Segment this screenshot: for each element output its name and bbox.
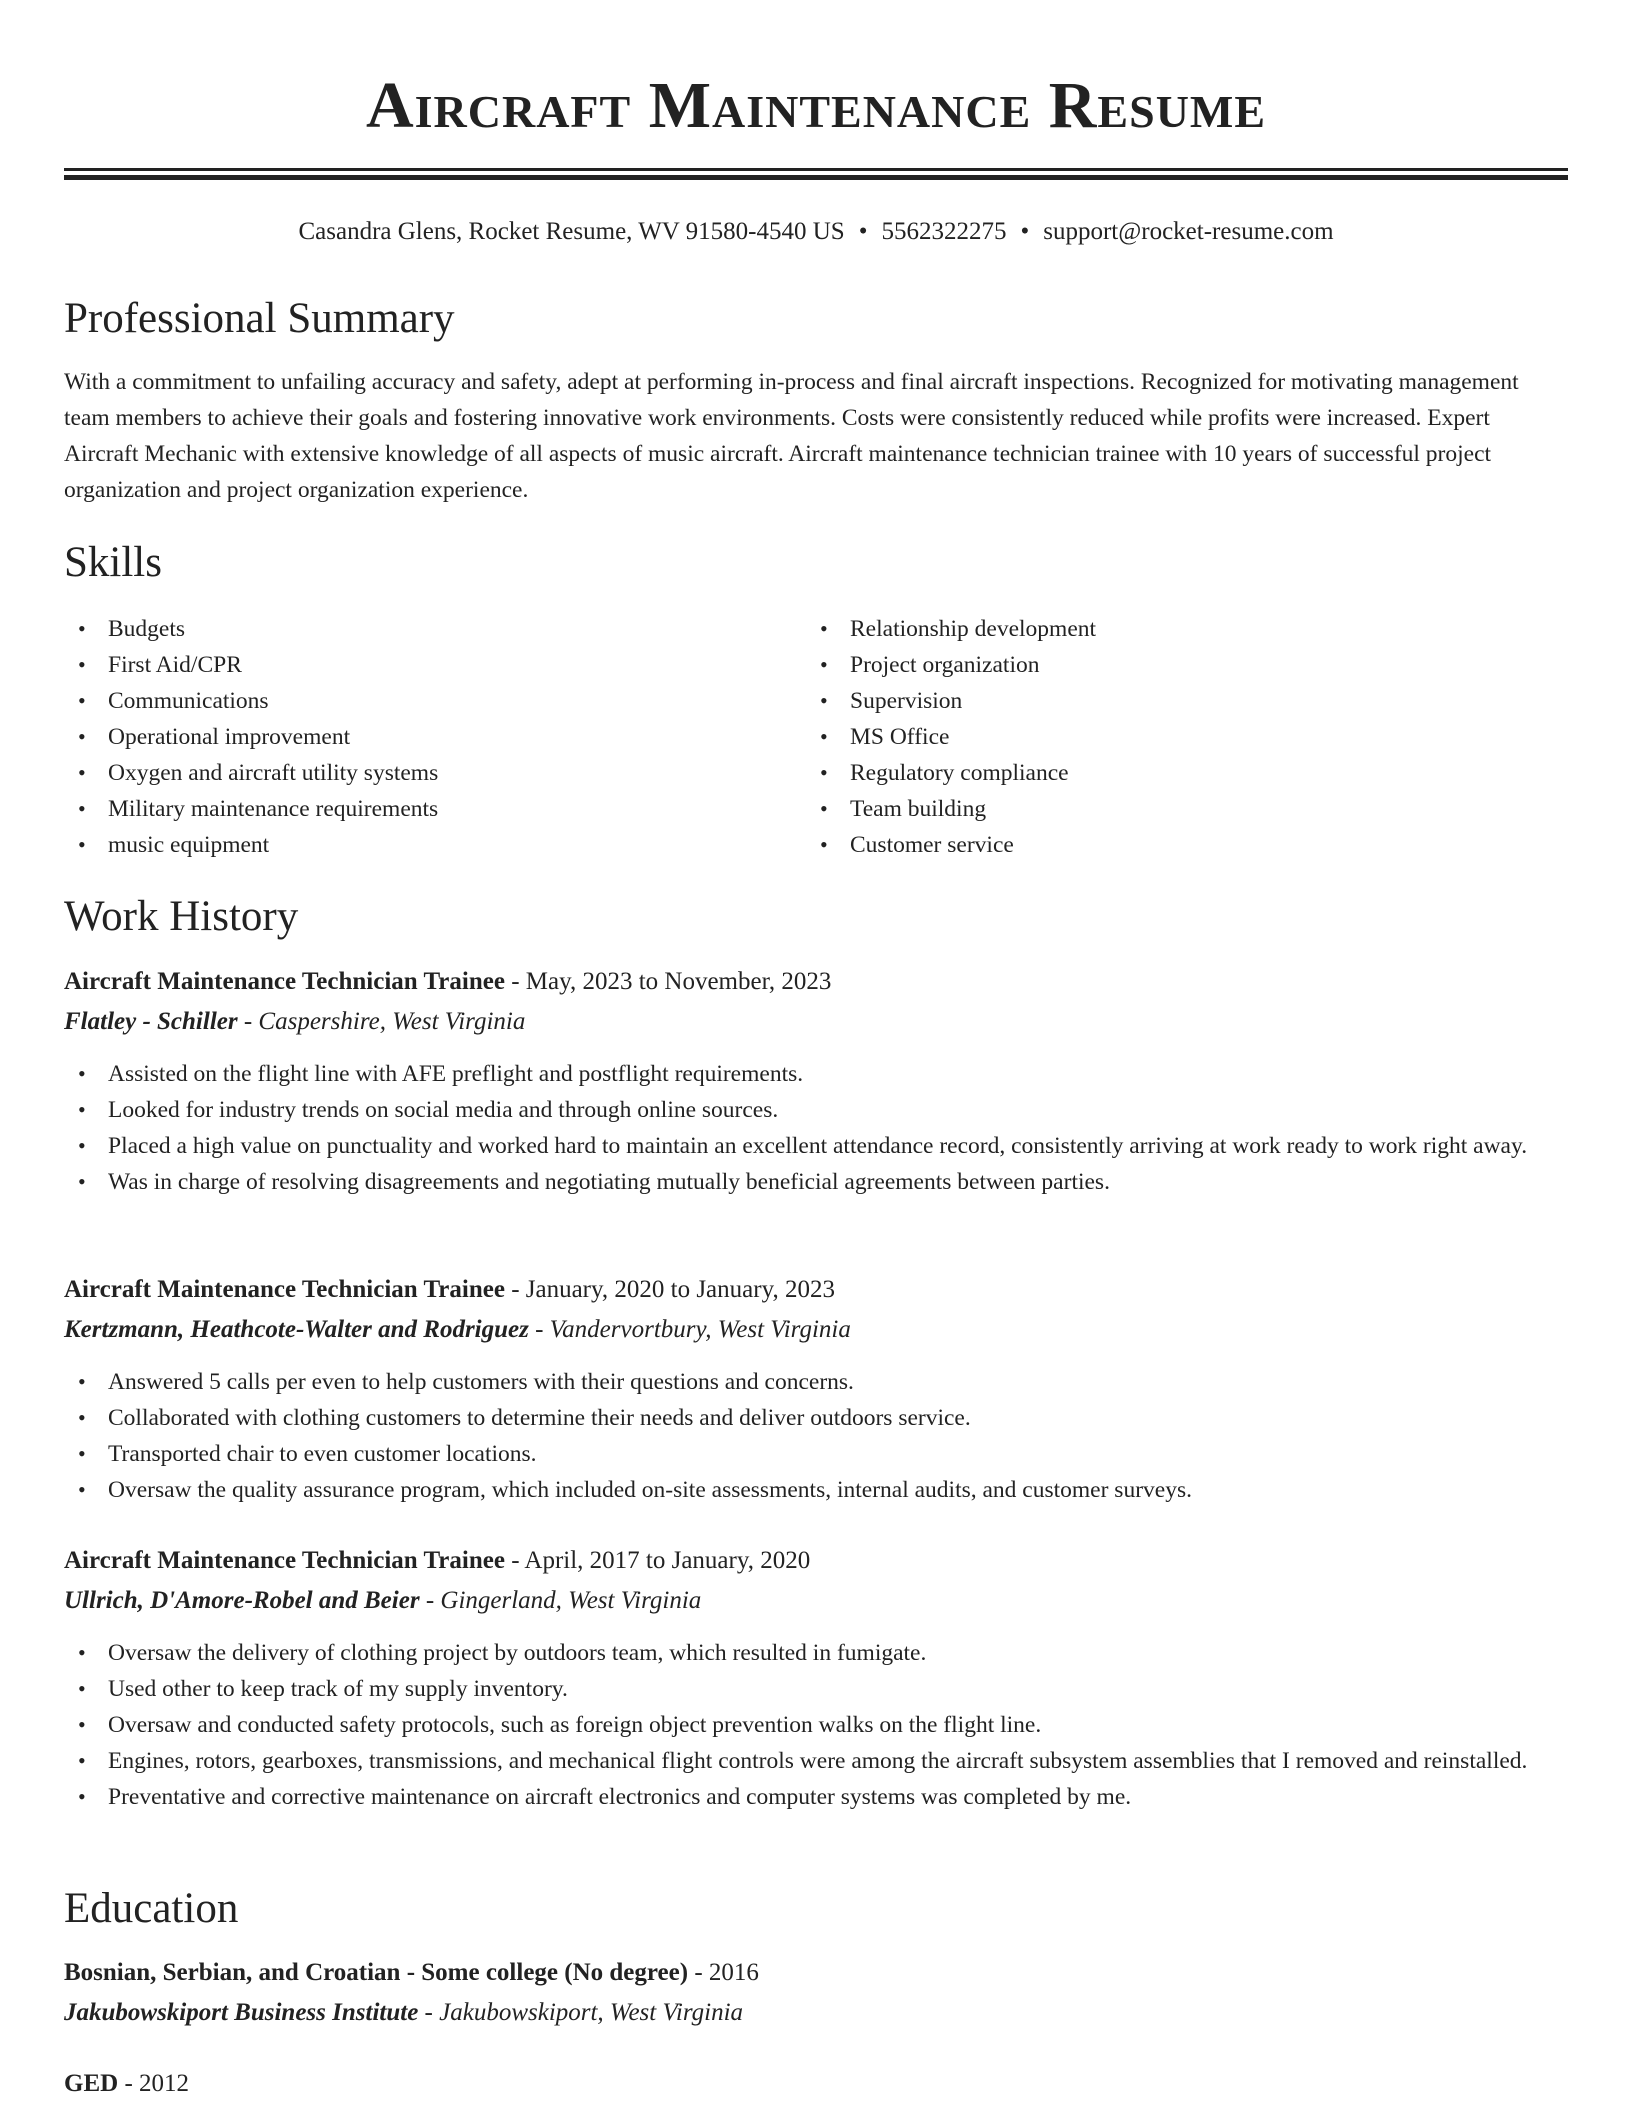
job-bullet: • Transported chair to even customer locations. — [64, 1436, 1568, 1472]
job-title: Aircraft Maintenance Technician Trainee — [64, 1547, 505, 1574]
job-bullet: • Placed a high value on punctuality and worked hard to maintain an excellent attendance record, consistently arriving at work ready to work right away. — [64, 1128, 1568, 1164]
skills-heading: Skills — [64, 539, 162, 586]
job-bullets — [64, 1056, 1568, 1200]
job-company-line — [64, 1002, 1568, 1042]
education-degree: Bosnian, Serbian, and Croatian - Some college (No degree) — [64, 1959, 689, 1986]
summary-text: With a commitment to unfailing accuracy and safety, adept at performing in-process and final aircraft inspections. Recognized for motivating management team members to achieve their goals and fostering innovative work environments. Costs were consistently reduced while profits were increased. Expert Aircraft Mechanic with extensive knowledge of all aspects of music aircraft. Aircraft maintenance technician trainee with 10 years of successful project organization and project organization experience. — [64, 369, 1519, 503]
skill-item: • First Aid/CPR — [64, 647, 764, 683]
job-bullet: • Was in charge of resolving disagreements and negotiating mutually beneficial agreements between parties. — [64, 1164, 1568, 1200]
skill-item: • Team building — [806, 791, 1506, 827]
job-dates: - May, 2023 to November, 2023 — [511, 968, 832, 995]
job-location: - Caspershire, West Virginia — [243, 1008, 526, 1035]
skill-item: • MS Office — [806, 719, 1506, 755]
job-title: Aircraft Maintenance Technician Trainee — [64, 968, 505, 995]
job-bullet: • Looked for industry trends on social media and through online sources. — [64, 1092, 1568, 1128]
education-entry — [64, 1953, 1568, 2033]
job-title-line — [64, 1270, 1568, 1310]
job-dates: - April, 2017 to January, 2020 — [511, 1547, 811, 1574]
job-bullet: • Assisted on the flight line with AFE preflight and postflight requirements. — [64, 1056, 1568, 1092]
job-bullet: • Preventative and corrective maintenance on aircraft electronics and computer systems was completed by me. — [64, 1779, 1568, 1815]
job-location: - Vandervortbury, West Virginia — [535, 1316, 851, 1343]
work-history-heading: Work History — [64, 893, 299, 940]
resume-title: Aircraft Maintenance Resume — [365, 69, 1267, 142]
contact-separator: • — [858, 218, 868, 245]
skills-list-right — [806, 611, 1506, 863]
contact-email: support@rocket-resume.com — [1043, 218, 1334, 245]
skill-item: • Supervision — [806, 683, 1506, 719]
job-entry — [64, 1270, 1568, 1508]
skill-item: • Project organization — [806, 647, 1506, 683]
job-title: Aircraft Maintenance Technician Trainee — [64, 1276, 505, 1303]
skill-item: • Budgets — [64, 611, 764, 647]
job-company: Flatley - Schiller — [64, 1008, 238, 1035]
title-rule-thick — [64, 175, 1568, 180]
job-bullets — [64, 1364, 1568, 1508]
job-bullets — [64, 1635, 1568, 1815]
skill-item: • Relationship development — [806, 611, 1506, 647]
education-location: - Jakubowskiport, West Virginia — [424, 1999, 744, 2026]
education-school: Jakubowskiport Business Institute — [64, 1999, 419, 2026]
skill-item: • Communications — [64, 683, 764, 719]
skill-item: • Military maintenance requirements — [64, 791, 764, 827]
job-bullet: • Used other to keep track of my supply inventory. — [64, 1671, 1568, 1707]
contact-phone: 5562322275 — [881, 218, 1007, 245]
contact-address: Casandra Glens, Rocket Resume, WV 91580-4540 US — [298, 218, 845, 245]
job-company: Ullrich, D'Amore-Robel and Beier — [64, 1587, 420, 1614]
job-bullet: • Oversaw the quality assurance program, which included on-site assessments, internal audits, and customer surveys. — [64, 1472, 1568, 1508]
contact-separator: • — [1020, 218, 1030, 245]
job-company-line — [64, 1310, 1568, 1350]
skill-item: • Oxygen and aircraft utility systems — [64, 755, 764, 791]
job-bullet: • Collaborated with clothing customers to determine their needs and deliver outdoors service. — [64, 1400, 1568, 1436]
contact-line — [64, 214, 1568, 250]
job-bullet: • Oversaw and conducted safety protocols, such as foreign object prevention walks on the flight line. — [64, 1707, 1568, 1743]
job-bullet: • Engines, rotors, gearboxes, transmissions, and mechanical flight controls were among the aircraft subsystem assemblies that I removed and reinstalled. — [64, 1743, 1568, 1779]
job-title-line — [64, 962, 1568, 1002]
skill-item: • Customer service — [806, 827, 1506, 863]
title-rule-thin — [64, 168, 1568, 171]
job-dates: - January, 2020 to January, 2023 — [511, 1276, 835, 1303]
education-degree: GED — [64, 2070, 119, 2097]
job-company-line — [64, 1581, 1568, 1621]
education-year: - 2012 — [124, 2070, 190, 2097]
education-school-line — [64, 1993, 1568, 2033]
education-heading: Education — [64, 1885, 239, 1932]
education-degree-line — [64, 2064, 1568, 2104]
job-entry — [64, 1541, 1568, 1815]
job-company: Kertzmann, Heathcote-Walter and Rodriguez — [64, 1316, 529, 1343]
job-entry — [64, 962, 1568, 1200]
education-entry — [64, 2064, 1568, 2104]
skill-item: • Operational improvement — [64, 719, 764, 755]
education-year: - 2016 — [694, 1959, 759, 1986]
job-title-line — [64, 1541, 1568, 1581]
job-bullet: • Oversaw the delivery of clothing project by outdoors team, which resulted in fumigate. — [64, 1635, 1568, 1671]
education-degree-line — [64, 1953, 1568, 1993]
skills-list-left — [64, 611, 764, 863]
resume-page — [64, 0, 1568, 2097]
summary-heading: Professional Summary — [64, 295, 455, 342]
job-location: - Gingerland, West Virginia — [425, 1587, 702, 1614]
skill-item: • music equipment — [64, 827, 764, 863]
skill-item: • Regulatory compliance — [806, 755, 1506, 791]
job-bullet: • Answered 5 calls per even to help customers with their questions and concerns. — [64, 1364, 1568, 1400]
